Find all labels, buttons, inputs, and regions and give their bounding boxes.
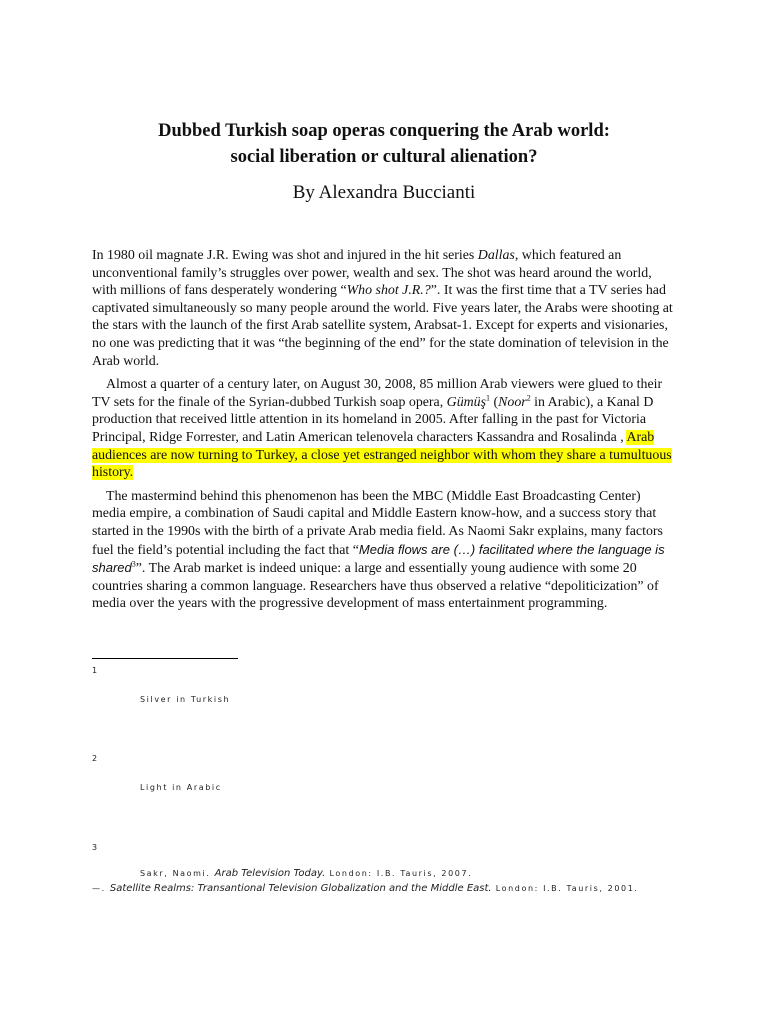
paragraph-2	[92, 376, 676, 482]
footnote-ref-1[interactable]: 1	[486, 393, 491, 403]
footnote-text-4	[92, 883, 639, 894]
author-byline: By Alexandra Buccianti	[292, 182, 476, 203]
p1-title-dallas: Dallas	[477, 248, 515, 263]
footnote-number-2: 2	[92, 754, 98, 763]
p1-text-a: In 1980 oil magnate J.R. Ewing was shot and injured in the hit series	[92, 248, 478, 263]
p2-title-noor: Noor	[498, 394, 527, 410]
fn4-book-title: Satellite Realms: Transantional Television Globalization and the Middle East.	[109, 883, 492, 894]
p2-title-gumus: Gümüş	[446, 394, 487, 410]
footnote-divider	[92, 658, 238, 659]
p1-text-e: ”. It was the first time that a TV series had captivated simultaneously so many people around the world. Five years later, the Arabs were shooting at the stars with the launch of the first Arab satellite system, Arabsat-1. Except for experts and visionaries, no one was predicting that it was “the beginning of the end” for the state domination of television in the Arab world.	[92, 283, 673, 369]
p2-text-a: Almost a quarter of a century later, on August 30, 2008, 85 million Arab viewers were glued to their TV sets for the finale of the Syrian-dubbed Turkish soap opera,	[92, 377, 663, 410]
article-body	[92, 247, 676, 619]
p3-text-a: The mastermind behind this phenomenon has been the MBC (Middle East Broadcasting Center) media empire, a combination of Saudi capital and Middle Eastern know-how, and a success story that started in the 1990s with the birth of a private Arab media field. As Naomi Sakr explains, many factors fuel the field’s potential including the fact that “	[92, 488, 663, 558]
fn3-author: Sakr, Naomi.	[140, 869, 215, 878]
title-line-2: social liberation or cultural alienation?	[230, 147, 538, 167]
document-title	[92, 118, 676, 170]
footnote-ref-3[interactable]: 3	[131, 559, 136, 569]
footnote-text-2: Light in Arabic	[140, 783, 222, 792]
p3-quote-media-flows: Media flows are (…) facilitated where the language is shared	[92, 541, 665, 576]
paragraph-3	[92, 488, 676, 613]
paragraph-1	[92, 247, 676, 370]
highlighted-text: Arab audiences are now turning to Turkey, a close yet estranged neighbor with whom they share a tumultuous history.	[92, 429, 672, 481]
title-line-1: Dubbed Turkish soap operas conquering the Arab world:	[158, 121, 610, 141]
fn3-publisher: London: I.B. Tauris, 2007.	[325, 869, 473, 878]
p1-quote-who-shot: Who shot J.R.?	[346, 283, 431, 299]
p1-text-c: , which featured an unconventional family’s struggles over power, wealth and sex. The shot was heard around the world, with millions of fans desperately wondering “	[92, 248, 652, 299]
footnote-number-1: 1	[92, 666, 98, 675]
fn4-publisher: London: I.B. Tauris, 2001.	[491, 884, 639, 893]
p2-text-e: in Arabic), a Kanal D production that received little attention in its homeland in 2005. After falling in the past for Victoria Principal, Ridge Forrester, and Latin American telenovela characters Kassandra and Rosalinda ,	[92, 394, 654, 445]
footnote-text-1: Silver in Turkish	[140, 695, 231, 704]
p2-text-c: (	[490, 394, 499, 410]
footnote-number-3: 3	[92, 843, 98, 852]
fn4-dash: —.	[92, 884, 110, 893]
footnote-text-3	[140, 868, 472, 879]
fn3-book-title: Arab Television Today.	[214, 868, 326, 879]
p3-text-c: ”. The Arab market is indeed unique: a large and essentially young audience with some 20 countries sharing a common language. Researchers have thus observed a relative “depoliticization” of media over the years with the progressive development of mass entertainment programming.	[92, 561, 659, 612]
footnote-ref-2[interactable]: 2	[526, 393, 531, 403]
